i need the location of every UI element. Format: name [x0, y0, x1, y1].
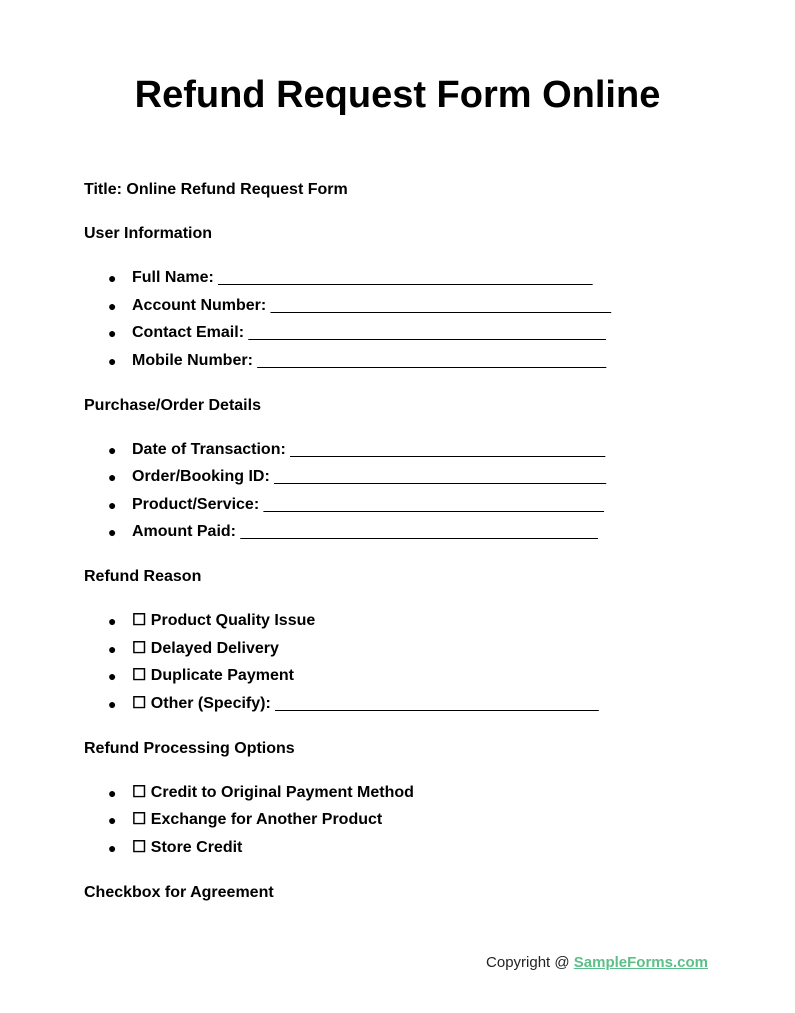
- field-label: Mobile Number:: [132, 351, 253, 369]
- bullet-icon: ●: [108, 812, 117, 828]
- field-label: Product/Service:: [132, 495, 260, 513]
- form-title: Title: Online Refund Request Form: [84, 181, 348, 198]
- bullet-icon: ●: [108, 297, 117, 314]
- field-label: Contact Email:: [132, 324, 245, 341]
- bullet-icon: ●: [108, 784, 117, 801]
- field-account-number: [84, 296, 724, 316]
- bullet-icon: ●: [108, 441, 117, 458]
- field-date-of-transaction: [84, 440, 724, 460]
- checkbox-option-label[interactable]: ☐ Store Credit: [132, 838, 243, 856]
- field-label: Full Name:: [132, 269, 214, 286]
- field-order-booking-id: [84, 467, 724, 487]
- field-full-name: [84, 268, 724, 288]
- field-label: Order/Booking ID:: [132, 468, 270, 485]
- bullet-icon: ●: [108, 469, 117, 485]
- option-credit-original-payment[interactable]: [84, 783, 724, 803]
- section-heading-user-information: User Information: [84, 225, 213, 242]
- field-label: Account Number:: [132, 296, 267, 314]
- bullet-icon: ●: [108, 270, 117, 286]
- fill-in-line[interactable]: _________________________________________: [257, 351, 606, 369]
- bullet-icon: ●: [108, 695, 117, 712]
- fill-in-line[interactable]: _____________________________________: [290, 440, 605, 458]
- field-amount-paid: [84, 522, 724, 542]
- user-information-list: [84, 268, 724, 371]
- refund-reason-list: [84, 611, 724, 714]
- section-heading-purchase-details: Purchase/Order Details: [84, 396, 261, 414]
- checkbox-option-label[interactable]: ☐ Other (Specify):: [132, 694, 271, 712]
- copyright-text: Copyright @: [486, 954, 574, 971]
- section-heading-processing-options: Refund Processing Options: [84, 739, 295, 757]
- option-delayed-delivery[interactable]: [84, 639, 724, 659]
- field-label: Amount Paid:: [132, 523, 236, 540]
- field-label: Date of Transaction:: [132, 440, 286, 458]
- bullet-icon: ●: [108, 839, 117, 856]
- bullet-icon: ●: [108, 524, 117, 540]
- checkbox-option-label[interactable]: ☐ Exchange for Another Product: [132, 811, 383, 828]
- fill-in-line[interactable]: ________________________________________: [270, 296, 611, 314]
- processing-options-list: [84, 783, 724, 858]
- checkbox-option-label[interactable]: ☐ Duplicate Payment: [132, 667, 294, 684]
- sampleforms-link[interactable]: SampleForms.com: [573, 954, 708, 971]
- field-product-service: [84, 495, 724, 515]
- bullet-icon: ●: [108, 496, 117, 513]
- bullet-icon: ●: [108, 668, 117, 684]
- fill-in-line[interactable]: ______________________________________: [275, 694, 599, 712]
- bullet-icon: ●: [108, 640, 117, 657]
- fill-in-line[interactable]: _______________________________________: [274, 468, 606, 485]
- option-duplicate-payment[interactable]: [84, 666, 724, 686]
- fill-in-line[interactable]: __________________________________________: [248, 324, 606, 341]
- field-contact-email: [84, 323, 724, 343]
- bullet-icon: ●: [108, 613, 117, 629]
- field-mobile-number: [84, 351, 724, 371]
- page-title: Refund Request Form Online: [134, 74, 661, 116]
- bullet-icon: ●: [108, 325, 117, 341]
- purchase-details-list: [84, 440, 724, 543]
- fill-in-line[interactable]: ____________________________________________: [218, 269, 593, 286]
- fill-in-line[interactable]: __________________________________________: [240, 523, 598, 540]
- option-product-quality-issue[interactable]: [84, 611, 724, 631]
- section-heading-refund-reason: Refund Reason: [84, 568, 202, 585]
- checkbox-option-label[interactable]: ☐ Delayed Delivery: [132, 639, 279, 657]
- option-other-specify[interactable]: [84, 694, 724, 714]
- checkbox-option-label[interactable]: ☐ Credit to Original Payment Method: [132, 783, 414, 801]
- form-content: [84, 180, 724, 927]
- section-heading-agreement: Checkbox for Agreement: [84, 883, 274, 901]
- checkbox-option-label[interactable]: ☐ Product Quality Issue: [132, 612, 316, 629]
- bullet-icon: ●: [108, 352, 117, 369]
- option-store-credit[interactable]: [84, 838, 724, 858]
- copyright-footer: [486, 953, 708, 973]
- fill-in-line[interactable]: ________________________________________: [263, 495, 604, 513]
- option-exchange-product[interactable]: [84, 810, 724, 830]
